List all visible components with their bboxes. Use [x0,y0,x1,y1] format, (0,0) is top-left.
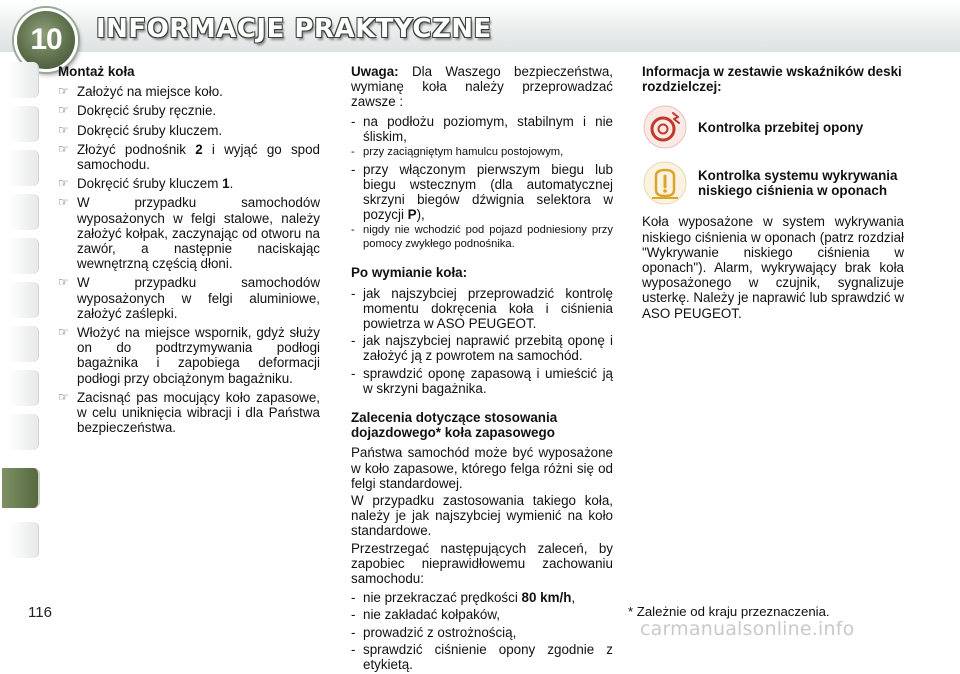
spare-wheel-list [351,590,613,672]
side-tab[interactable] [8,414,39,450]
spare-wheel-paragraph: Przestrzegać następujących zaleceń, by zapobiec nieprawidłowemu zachowaniu samochodu: [351,540,613,586]
step-list [58,84,320,435]
warning-list [351,114,613,252]
chapter-number: 10 [30,23,62,56]
pointing-hand-icon: ☞ [58,195,69,210]
pointing-hand-icon: ☞ [58,103,69,118]
indicator-label: Kontrolka systemu wykrywania niskiego ciśnienia w oponach [698,168,898,199]
column-mounting-wheel [58,64,320,439]
warning-text: Dla Waszego bezpieczeństwa, wymianę koła należy przeprowadzać zawsze : [351,64,613,110]
step-item: ☞ Dokręcić śruby ręcznie. [58,103,217,119]
warning-label: Uwaga: [351,64,399,79]
after-change-list [351,286,613,396]
spare-wheel-paragraph: Państwa samochód może być wyposażone w koło zapasowe, którego felga różni się od felgi standardowej. [351,445,613,491]
indicator-tyre-pressure [642,160,904,206]
footnote: * Zależnie od kraju przeznaczenia. [628,604,830,619]
pointing-hand-icon: ☞ [58,122,69,137]
step-item: ☞ W przypadku samochodów wyposażonych w felgi aluminiowe, założyć zaślepki. [58,275,320,321]
watermark: carmanualsonline.info [640,618,855,640]
side-tab[interactable] [8,326,39,362]
step-item: ☞ Włożyć na miejsce wspornik, gdyż służy on do podtrzymywania podłogi bagażnika i zapobiega deformacji podłogi przy obciążonym bagażniku. [58,325,320,386]
warning-item: - nigdy nie wchodzić pod pojazd podniesiony przy pomocy zwykłego podnośnika. [351,224,613,251]
after-change-item: - sprawdzić oponę zapasową i umieścić ją w skrzyni bagażnika. [351,366,613,396]
column-indicators [642,64,904,323]
pointing-hand-icon: ☞ [58,389,69,404]
side-tab[interactable] [8,370,39,406]
step-item: ☞ Dokręcić śruby kluczem. [58,122,223,138]
side-tab[interactable] [8,238,39,274]
after-change-item: - jak najszybciej naprawić przebitą oponę i założyć ją z powrotem na samochód. [351,333,613,363]
spare-wheel-paragraphs [351,445,613,586]
step-item: ☞ Złożyć podnośnik 2 i wyjąć go spod samochodu. [58,141,320,173]
step-item: ☞ Dokręcić śruby kluczem 1. [58,176,234,192]
spare-wheel-item: - sprawdzić ciśnienie opony zgodnie z etykietą. [351,642,613,672]
indicator-flat-tyre [642,104,904,150]
side-tab[interactable] [8,194,39,230]
section-heading: Informacja w zestawie wskaźników deski rozdzielczej: [642,64,902,95]
warning-item: - przy zaciągniętym hamulcu postojowym, [351,146,613,160]
side-tab[interactable] [8,62,39,98]
side-tab-active[interactable] [2,468,40,508]
step-item: ☞ Założyć na miejsce koło. [58,84,223,100]
pointing-hand-icon: ☞ [58,275,69,290]
spare-wheel-paragraph: W przypadku zastosowania takiego koła, należy je jak najszybciej wymienić na koło standardowe. [351,492,613,539]
section-heading: Po wymianie koła: [351,265,468,281]
indicator-label: Kontrolka przebitej opony [698,119,864,135]
step-item: ☞ W przypadku samochodów wyposażonych w felgi stalowe, należy założyć kołpak, zaczynając od otworu na zawór, a następnie naciskając wewnętrzną częścią dłoni. [58,195,320,272]
warning-paragraph [351,64,613,110]
side-tab-strip [0,62,40,582]
spare-wheel-item: - nie przekraczać prędkości 80 km/h, [351,590,613,605]
warning-item: - przy włączonym pierwszym biegu lub biegu wstecznym (dla automatycznej skrzyni biegów dźwignia selektora w pozycji P), [351,162,613,223]
section-heading: Zalecenia dotyczące stosowania dojazdowego* koła zapasowego [351,409,558,441]
pointing-hand-icon: ☞ [58,325,69,340]
pointing-hand-icon: ☞ [58,176,69,191]
pointing-hand-icon: ☞ [58,141,69,156]
side-tab[interactable] [8,522,39,558]
side-tab[interactable] [8,106,39,142]
pointing-hand-icon: ☞ [58,84,69,99]
warning-item: - na podłożu poziomym, stabilnym i nie śliskim, [351,114,613,144]
page-number: 116 [28,604,52,621]
section-heading: Montaż koła [58,64,135,79]
side-tab[interactable] [8,282,39,318]
tyre-pressure-warning-icon [642,160,688,206]
page-title: INFORMACJE PRAKTYCZNE [96,14,492,44]
step-item: ☞ Zacisnąć pas mocujący koło zapasowe, w celu uniknięcia wibracji i dla Państwa bezpieczeństwa. [58,389,320,436]
after-change-item: - jak najszybciej przeprowadzić kontrolę momentu dokręcenia koła i ciśnienia powietrza w ASO PEUGEOT. [351,286,613,332]
spare-wheel-item: - nie zakładać kołpaków, [351,607,613,622]
tpms-paragraph: Koła wyposażone w system wykrywania niskiego ciśnienia w oponach (patrz rozdział "Wykrywanie niskiego ciśnienia w oponach"). Alarm, wykrywający brak koła wyposażonego w czujnik, sygnalizuje usterkę. Należy je naprawić lub sprawdzić w ASO PEUGEOT. [642,214,904,321]
flat-tyre-warning-icon [642,104,688,150]
spare-wheel-item: - prowadzić z ostrożnością, [351,625,613,640]
column-warnings [351,64,613,674]
side-tab[interactable] [8,150,39,186]
